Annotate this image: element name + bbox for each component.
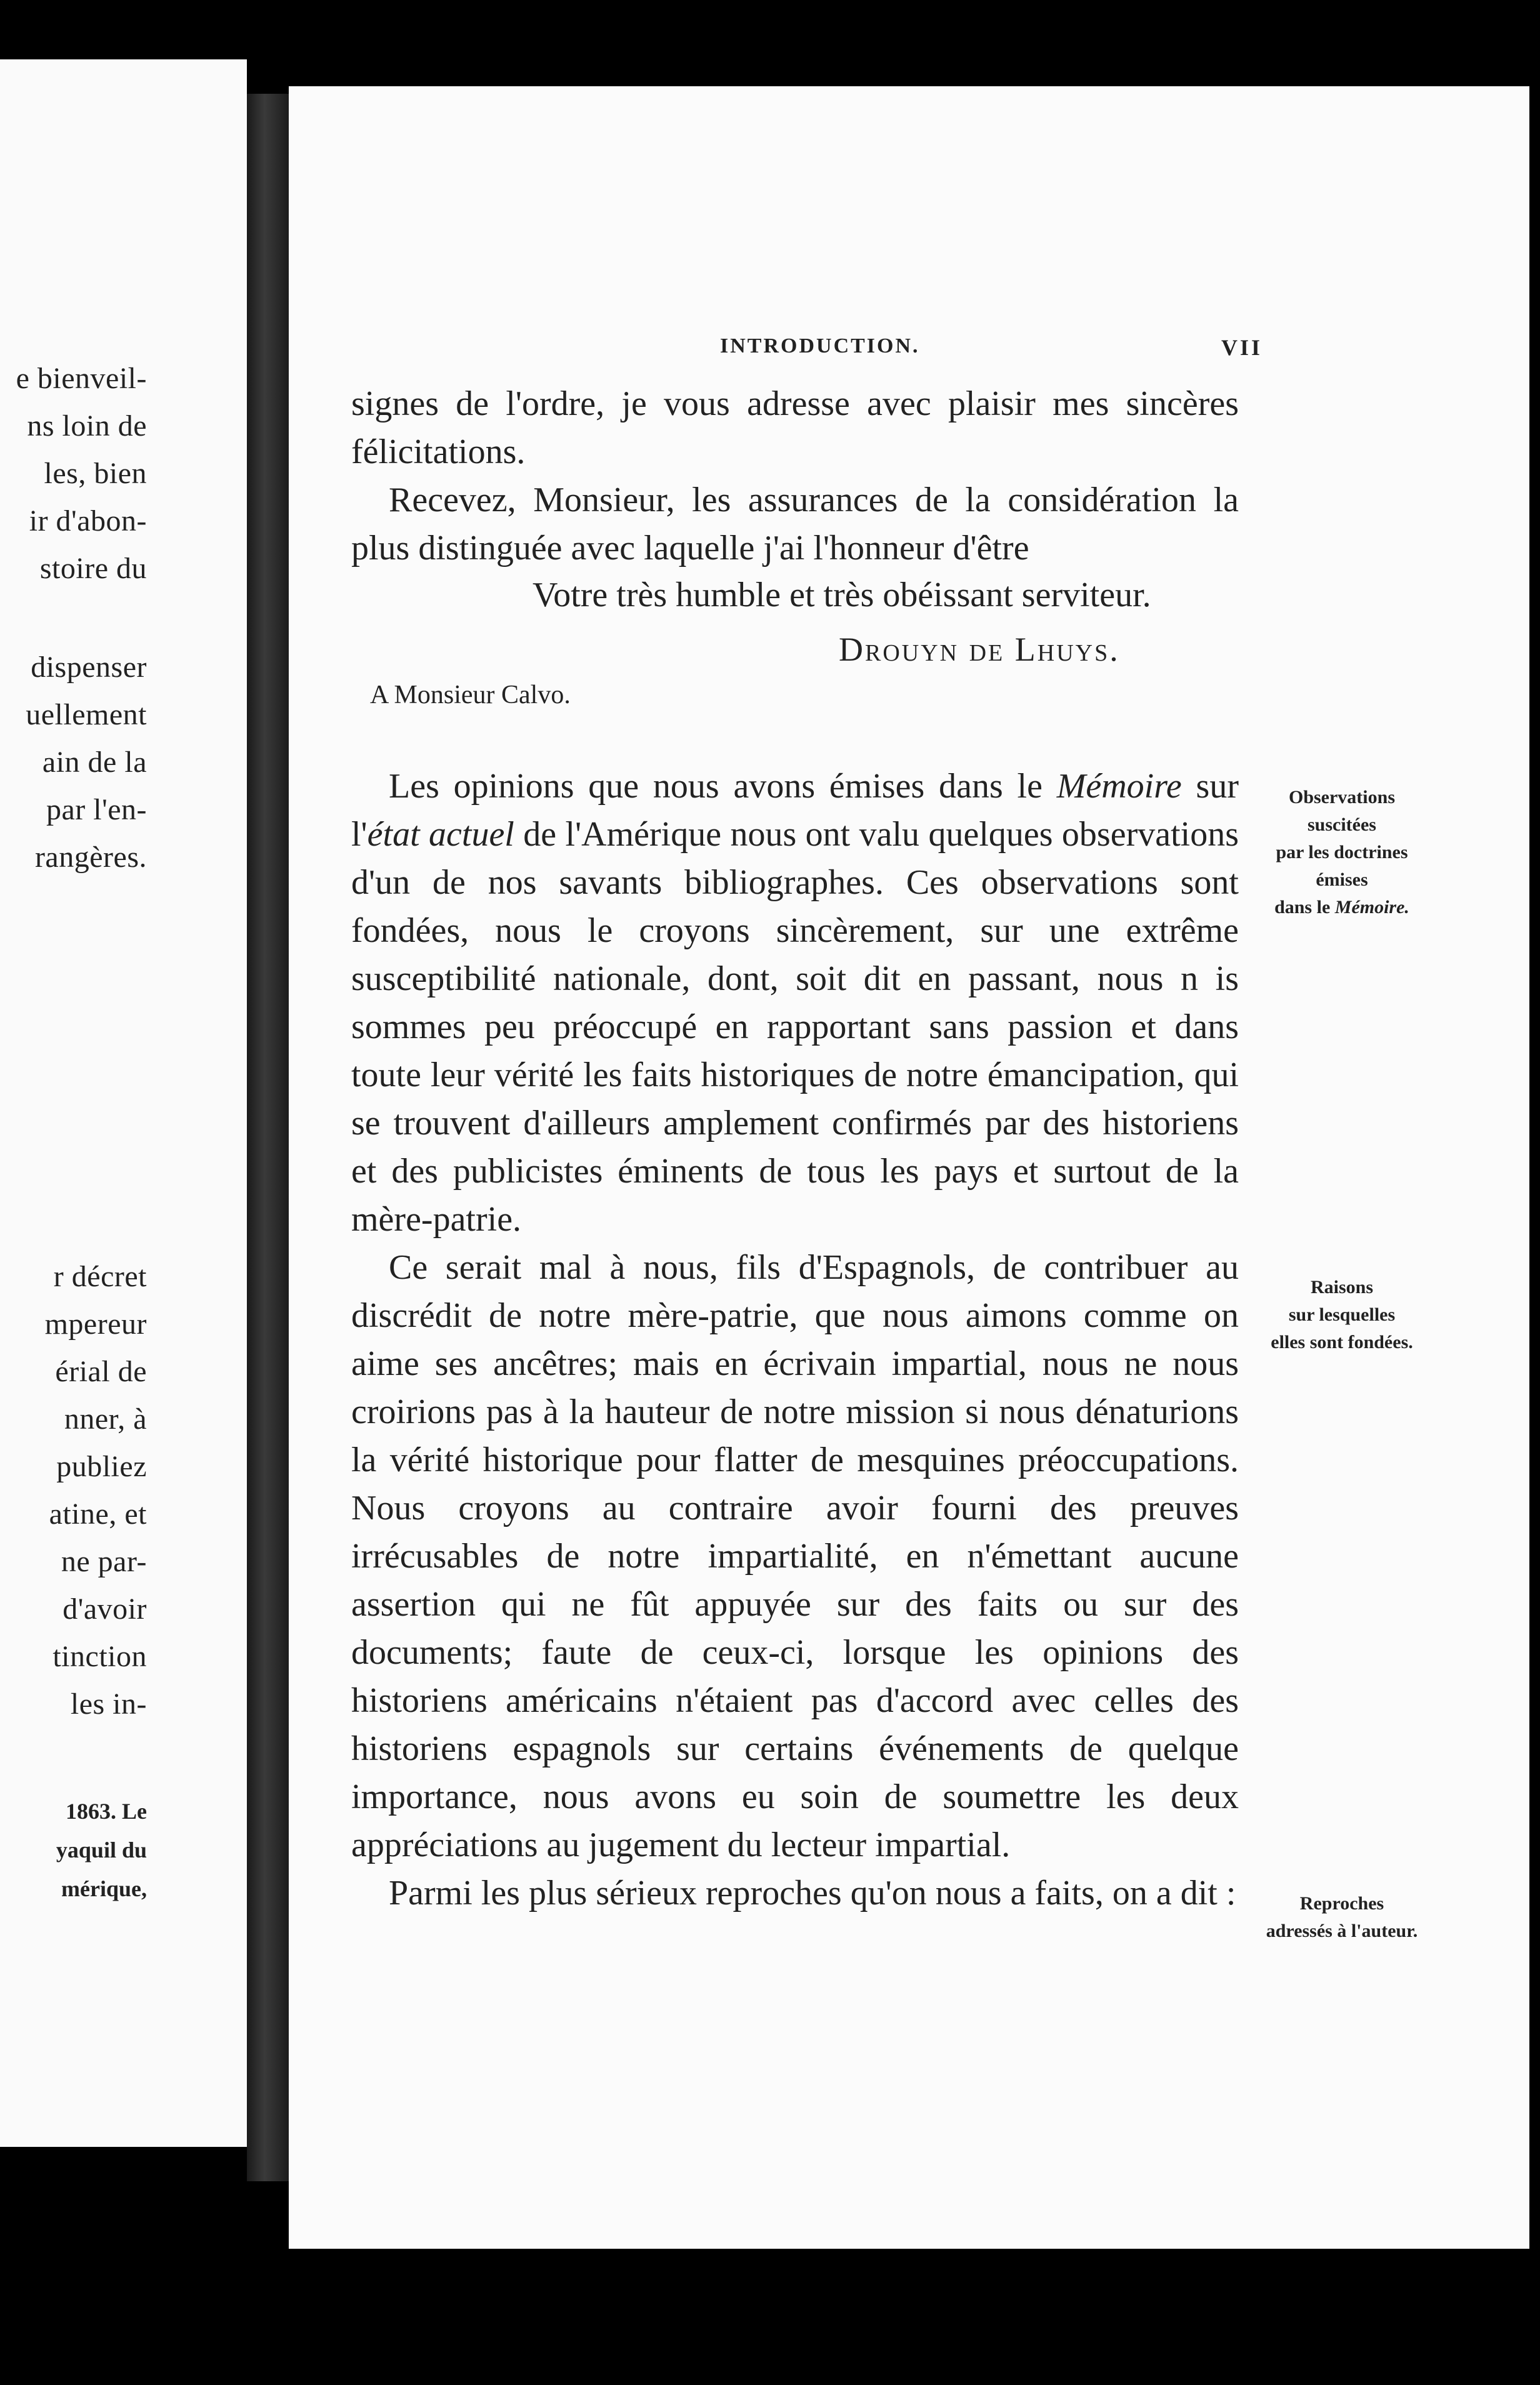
margin-note-reproches: Reproches adressés à l'auteur. bbox=[1266, 1893, 1418, 1941]
paragraph-2: Ce serait mal à nous, fils d'Espagnols, de contribuer au discrédit de notre mère-patrie, que nous aimons comme on aime ses ancêtres; mais en écrivain impartial, nous ne nous croirions pas à la hauteur de notre mission si nous dénaturions la vérité historique pour flatter de mesquines préoccupations. Nous croyons au contraire avoir fourni des preuves irrécusables de notre impartialité, en n'émettant aucune assertion qui ne fût appuyée sur des faits ou sur des documents; faute de ceux-ci, lorsque les opinions des historiens américains n'étaient pas d'accord avec celles des historiens espagnols sur certains événements de quelque importance, nous avons eu soin de soumettre les deux appréciations au jugement du lecteur impartial. bbox=[351, 1248, 1239, 1864]
left-line: r décret bbox=[53, 1260, 147, 1293]
previous-page-fragment bbox=[0, 59, 247, 2147]
letter-end-text: signes de l'ordre, je vous adresse avec plaisir mes sincères félicitations. bbox=[351, 384, 1239, 471]
left-line: les, bien bbox=[44, 457, 147, 490]
letter-salutation: Recevez, Monsieur, les assurances de la considération la plus distinguée avec laquelle j'ai l'honneur d'être bbox=[351, 481, 1239, 568]
main-page bbox=[289, 86, 1529, 2249]
margin-note-observations: Observations suscitées par les doctrines émises dans le Mémoire. bbox=[1274, 787, 1409, 918]
book-gutter bbox=[247, 94, 291, 2181]
left-line: rangères. bbox=[34, 841, 147, 874]
margin-note-raisons: Raisons sur lesquelles elles sont fondées. bbox=[1271, 1277, 1413, 1352]
left-footnote-line: yaquil du bbox=[56, 1838, 147, 1862]
left-line: d'avoir bbox=[62, 1592, 147, 1626]
letter-paragraph bbox=[351, 380, 1239, 572]
left-line: uellement bbox=[26, 698, 147, 731]
left-line: tinction bbox=[52, 1640, 147, 1673]
left-line: ns loin de bbox=[27, 409, 147, 442]
left-line: atine, et bbox=[49, 1498, 147, 1531]
left-line: e bienveil- bbox=[16, 362, 147, 395]
left-footnote-line: 1863. Le bbox=[66, 1799, 147, 1824]
left-line: publiez bbox=[56, 1450, 147, 1483]
page-number: VII bbox=[1221, 335, 1263, 360]
left-line: ne par- bbox=[61, 1545, 147, 1578]
paragraph-1: Les opinions que nous avons émises dans le Mémoire sur l'état actuel de l'Amérique nous ont valu quelques observations d'un de nos savants bibliographes. Ces observations sont fondées, nous le croyons sincèrement, sur une extrême susceptibilité nationale, dont, soit dit en passant, nous n is sommes peu préoccupé en rapportant sans passion et dans toute leur vérité les faits historiques de notre émancipation, qui se trouvent d'ailleurs amplement confirmés par des historiens et des publicistes éminents de tous les pays et surtout de la mère-patrie. bbox=[351, 767, 1239, 1239]
running-head: INTRODUCTION. bbox=[720, 334, 920, 358]
letter-addressee: A Monsieur Calvo. bbox=[370, 681, 571, 709]
left-line: nner, à bbox=[64, 1402, 147, 1436]
left-line: dispenser bbox=[31, 651, 147, 684]
left-line: mpereur bbox=[44, 1308, 147, 1341]
paragraph-3: Parmi les plus sérieux reproches qu'on nous a faits, on a dit : bbox=[389, 1874, 1236, 1912]
left-footnote-line: mérique, bbox=[61, 1876, 147, 1901]
main-text bbox=[351, 762, 1239, 1918]
letter-signature: Drouyn de Lhuys. bbox=[839, 631, 1120, 668]
left-line: par l'en- bbox=[46, 793, 147, 826]
left-line: ir d'abon- bbox=[29, 504, 147, 538]
left-line: ain de la bbox=[42, 746, 147, 779]
left-line: stoire du bbox=[39, 552, 147, 585]
left-line: les in- bbox=[70, 1688, 147, 1721]
letter-closing: Votre très humble et très obéissant serviteur. bbox=[532, 576, 1151, 614]
left-line: érial de bbox=[55, 1355, 147, 1388]
